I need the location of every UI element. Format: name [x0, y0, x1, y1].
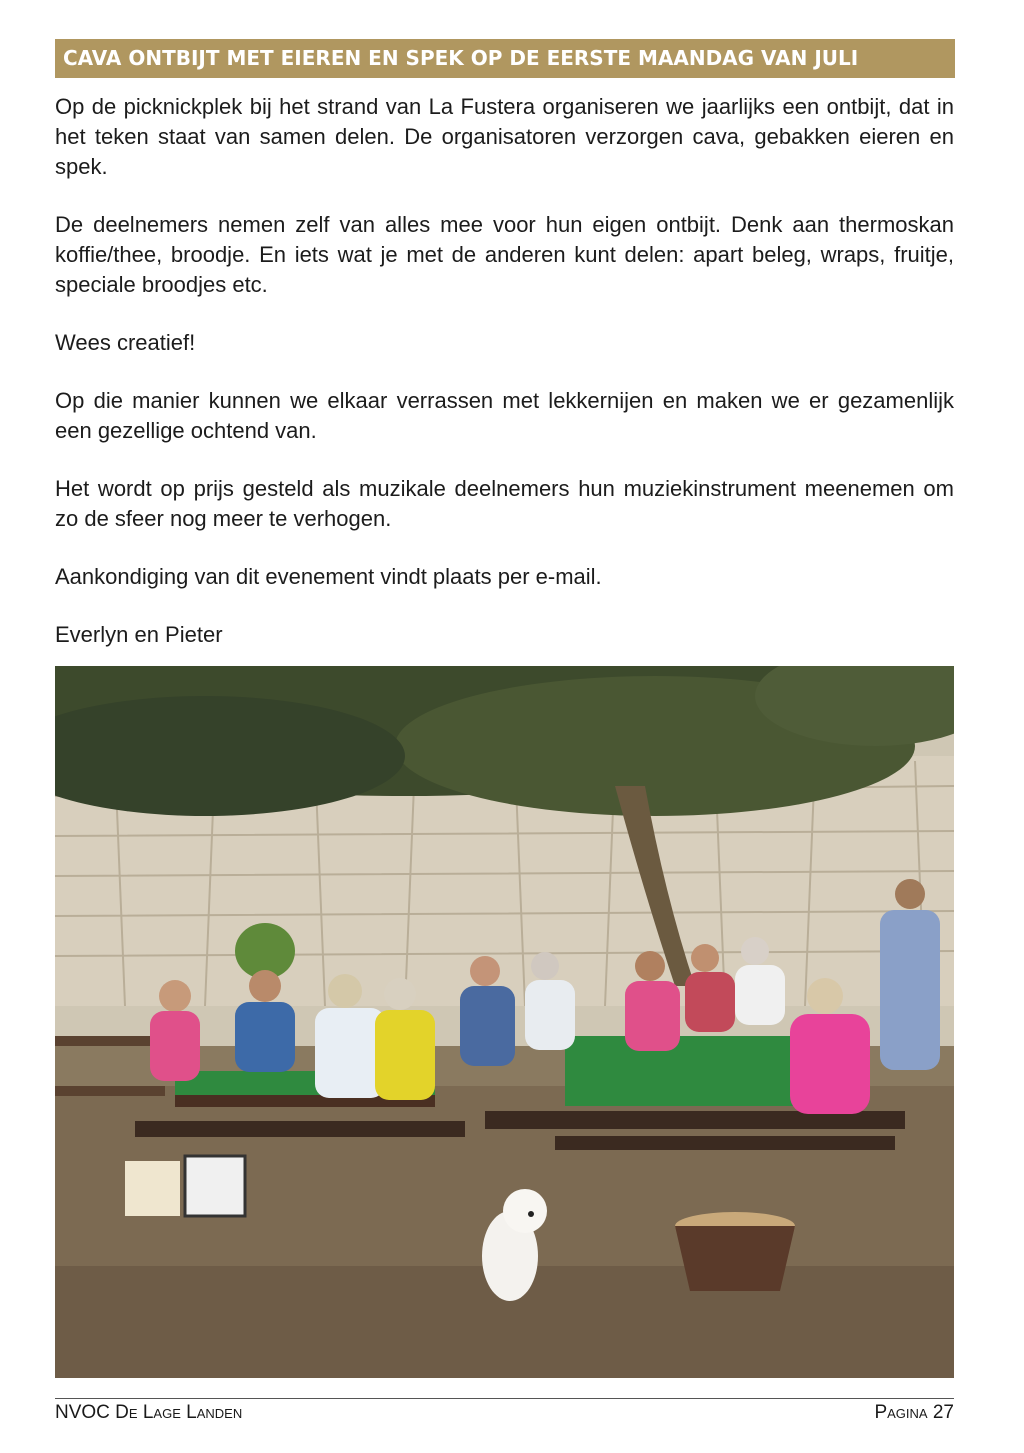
picnic-photo-illustration	[55, 666, 954, 1378]
paragraph-announcement: Aankondiging van dit evenement vindt plaats per e-mail.	[55, 564, 602, 589]
paragraph-surprise: Op die manier kunnen we elkaar verrassen met lekkernijen en maken we er gezamenlijk een gezellige ochtend van.	[55, 388, 954, 443]
footer-page-number: Pagina 27	[874, 1402, 954, 1423]
signature: Everlyn en Pieter	[55, 622, 223, 647]
paragraph-participants: De deelnemers nemen zelf van alles mee voor hun eigen ontbijt. Denk aan thermoskan koffie/thee, broodje. En iets wat je met de anderen kunt delen: apart beleg, wraps, fruitje, speciale broodjes etc.	[55, 212, 954, 297]
picnic-photo	[55, 666, 954, 1378]
paragraph-music: Het wordt op prijs gesteld als muzikale deelnemers hun muziekinstrument meenemen om zo de sfeer nog meer te verhogen.	[55, 476, 954, 531]
section-heading: CAVA ONTBIJT MET EIEREN EN SPEK OP DE EERSTE MAANDAG VAN JULI	[55, 39, 955, 78]
paragraph-creative: Wees creatief!	[55, 330, 196, 355]
footer-publication: NVOC De Lage Landen	[55, 1402, 243, 1423]
footer-divider	[55, 1398, 954, 1399]
paragraph-intro: Op de picknickplek bij het strand van La Fustera organiseren we jaarlijks een ontbijt, dat in het teken staat van samen delen. De organisatoren verzorgen cava, gebakken eieren en spek.	[55, 94, 954, 179]
